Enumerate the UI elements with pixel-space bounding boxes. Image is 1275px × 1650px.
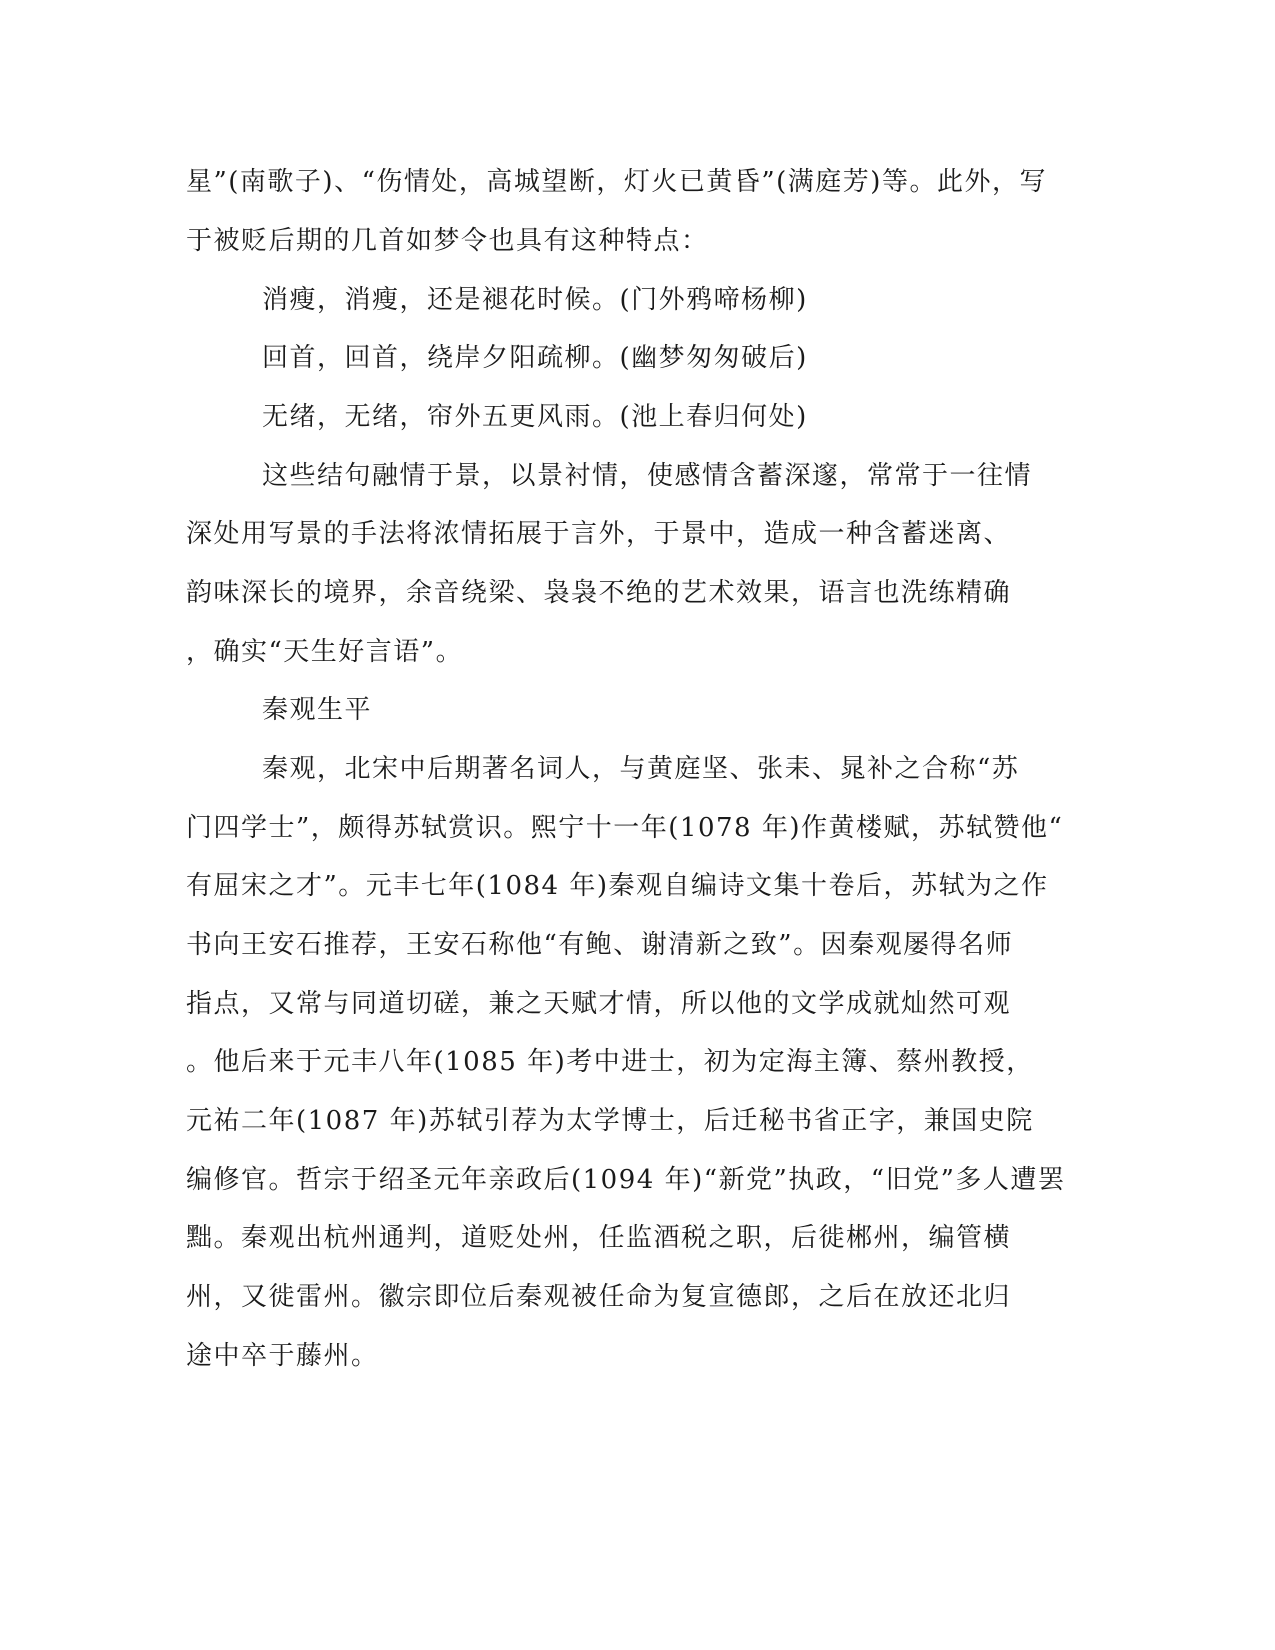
section-heading: 秦观生平	[262, 695, 373, 725]
text-line: 门四学士”，颇得苏轼赏识。熙宁十一年(1078 年)作黄楼赋，苏轼赞他“	[186, 813, 1064, 843]
text-line: 于被贬后期的几首如梦令也具有这种特点：	[186, 226, 709, 256]
text-line: 途中卒于藤州。	[186, 1341, 379, 1371]
text-line: 黜。秦观出杭州通判，道贬处州，任监酒税之职，后徙郴州，编管横	[186, 1223, 1012, 1253]
text-line: 指点，又常与同道切磋，兼之天赋才情，所以他的文学成就灿然可观	[186, 989, 1012, 1019]
text-line: 。他后来于元丰八年(1085 年)考中进士，初为定海主簿、蔡州教授，	[186, 1047, 1034, 1077]
text-line: 编修官。哲宗于绍圣元年亲政后(1094 年)“新党”执政，“旧党”多人遭罢	[186, 1165, 1066, 1195]
text-line: 星”(南歌子)、“伤情处，高城望断，灯火已黄昏”(满庭芳)等。此外，写	[186, 167, 1047, 197]
text-line: 元祐二年(1087 年)苏轼引荐为太学博士，后迁秘书省正字，兼国史院	[186, 1106, 1034, 1136]
paragraph-start: 秦观，北宋中后期著名词人，与黄庭坚、张耒、晁补之合称“苏	[262, 754, 1020, 784]
quote-line: 回首，回首，绕岸夕阳疏柳。(幽梦匆匆破后)	[262, 343, 808, 373]
text-line: 有屈宋之才”。元丰七年(1084 年)秦观自编诗文集十卷后，苏轼为之作	[186, 871, 1049, 901]
quote-line: 消瘦，消瘦，还是褪花时候。(门外鸦啼杨柳)	[262, 285, 808, 315]
text-line: 书向王安石推荐，王安石称他“有鲍、谢清新之致”。因秦观屡得名师	[186, 930, 1014, 960]
text-line: ，确实“天生好言语”。	[186, 637, 464, 667]
text-line: 韵味深长的境界，余音绕梁、袅袅不绝的艺术效果，语言也洗练精确	[186, 578, 1012, 608]
text-line: 州，又徙雷州。徽宗即位后秦观被任命为复宣德郎，之后在放还北归	[186, 1282, 1012, 1312]
quote-line: 无绪，无绪，帘外五更风雨。(池上春归何处)	[262, 402, 808, 432]
paragraph-start: 这些结句融情于景，以景衬情，使感情含蓄深邃，常常于一往情	[262, 461, 1033, 491]
text-line: 深处用写景的手法将浓情拓展于言外，于景中，造成一种含蓄迷离、	[186, 519, 1012, 549]
